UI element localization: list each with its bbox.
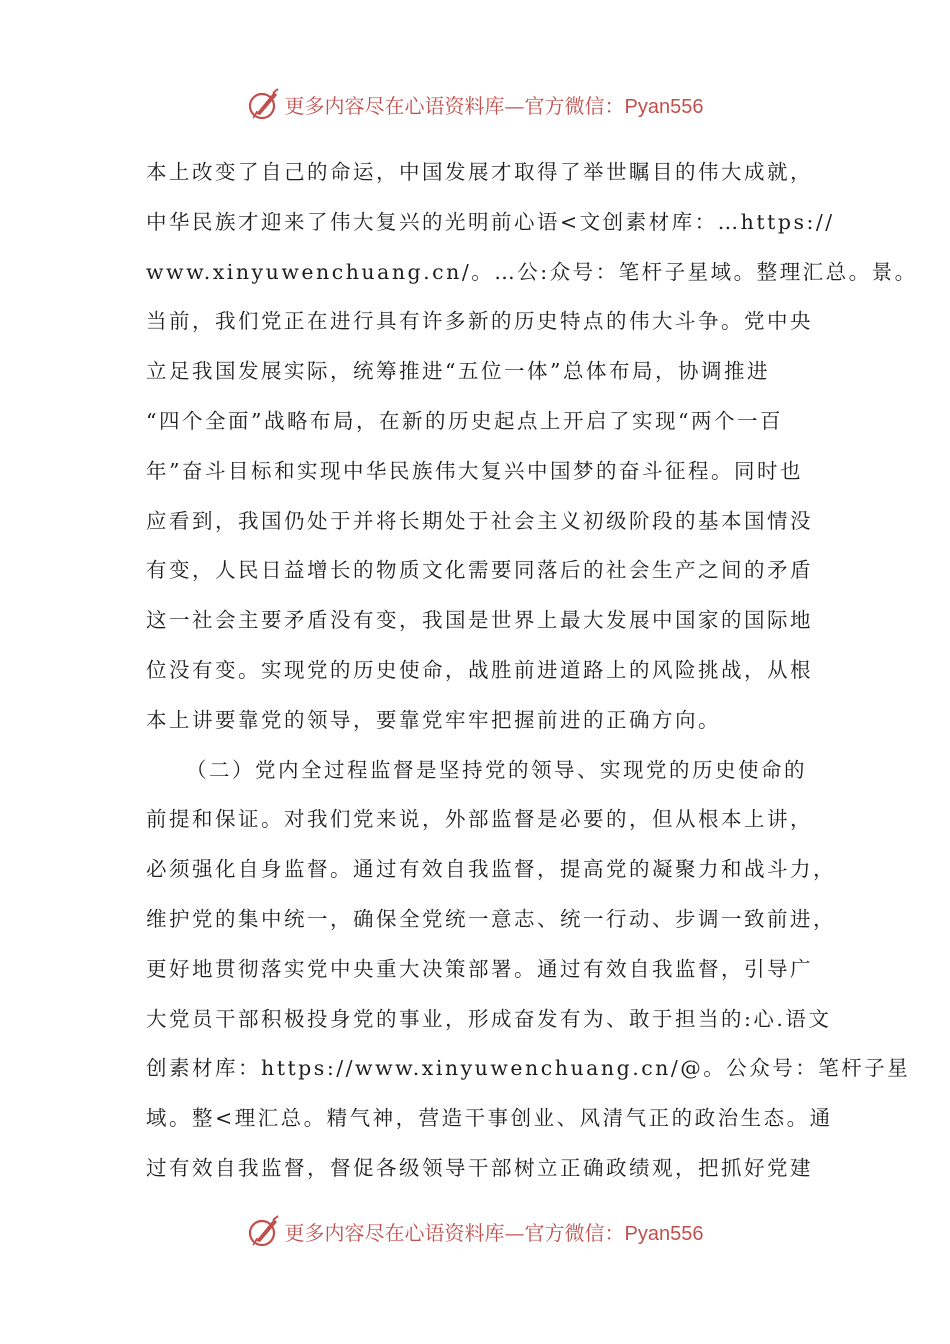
footer-text — [285, 1217, 704, 1246]
header-handle: Pyan556 — [624, 95, 704, 118]
header-banner — [0, 84, 950, 124]
document-body — [146, 148, 918, 1194]
body-line: 年”奋斗目标和实现中华民族伟大复兴中国梦的奋斗征程。同时也 — [146, 458, 803, 483]
header-text — [285, 90, 704, 119]
body-line: 本上讲要靠党的领导，要靠党牢牢把握前进的正确方向。 — [146, 707, 721, 732]
header-label: 更多内容尽在心语资料库—官方微信： — [284, 93, 625, 118]
footer-label: 更多内容尽在心语资料库—官方微信： — [284, 1220, 625, 1245]
body-line: 当前，我们党正在进行具有许多新的历史特点的伟大斗争。党中央 — [146, 309, 813, 334]
body-line: 必须强化自身监督。通过有效自我监督，提高党的凝聚力和战斗力， — [146, 857, 836, 882]
body-line: 立足我国发展实际，统筹推进“五位一体”总体布局，协调推进 — [146, 359, 770, 384]
body-line: “四个全面”战略布局，在新的历史起点上开启了实现“两个一百 — [146, 408, 783, 433]
body-line: 本上改变了自己的命运，中国发展才取得了举世瞩目的伟大成就， — [146, 160, 813, 184]
body-line: 大党员干部积极投身党的事业，形成奋发有为、敢于担当的:心.语文 — [146, 1006, 832, 1031]
body-line: 中华民族才迎来了伟大复兴的光明前心语<文创素材库：…https:// — [146, 209, 835, 234]
footer-banner — [0, 1211, 950, 1251]
body-line-paragraph-start: （二）党内全过程监督是坚持党的领导、实现党的历史使命的 — [186, 757, 807, 782]
body-line: 创素材库：https://www.xinyuwenchuang.cn/@。公众号：笔杆子星 — [146, 1056, 911, 1081]
footer-handle: Pyan556 — [624, 1222, 704, 1245]
body-line: 位没有变。实现党的历史使命，战胜前进道路上的风险挑战，从根 — [146, 657, 813, 682]
body-line: 前提和保证。对我们党来说，外部监督是必要的，但从根本上讲， — [146, 807, 813, 832]
body-line: 维护党的集中统一，确保全党统一意志、统一行动、步调一致前进， — [146, 906, 836, 931]
body-line: 这一社会主要矛盾没有变，我国是世界上最大发展中国家的国际地 — [146, 608, 813, 633]
body-line: 应看到，我国仍处于并将长期处于社会主义初级阶段的基本国情没 — [146, 508, 813, 533]
body-line: 过有效自我监督，督促各级领导干部树立正确政绩观，把抓好党建 — [146, 1155, 813, 1180]
body-line: 有变，人民日益增长的物质文化需要同落后的社会生产之间的矛盾 — [146, 558, 813, 583]
body-line: 域。整<理汇总。精气神，营造干事创业、风清气正的政治生态。通 — [146, 1106, 833, 1131]
body-line: www.xinyuwenchuang.cn/。…公:众号：笔杆子星域。整理汇总。景。 — [146, 259, 918, 284]
quill-logo-icon — [247, 1214, 281, 1248]
body-line: 更好地贯彻落实党中央重大决策部署。通过有效自我监督，引导广 — [146, 956, 813, 981]
quill-logo-icon — [247, 87, 281, 121]
